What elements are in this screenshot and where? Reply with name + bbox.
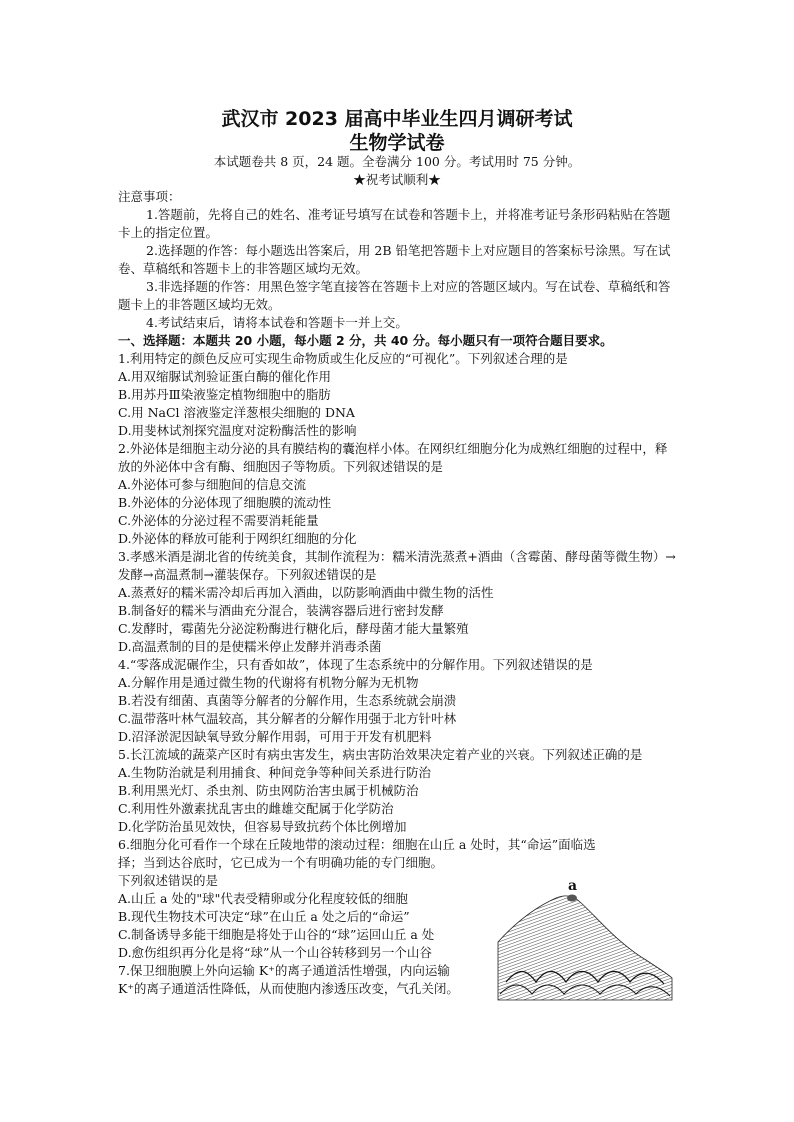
exam-subject-title: 生物学试卷 <box>349 132 445 154</box>
question-option: D.沼泽淤泥因缺氧导致分解作用弱，可用于开发有机肥料 <box>118 729 432 744</box>
question-stem: 下列叙述错误的是 <box>118 873 219 888</box>
exam-info: 本试题卷共 8 页，24 题。全卷满分 100 分。考试用时 75 分钟。 <box>213 154 581 169</box>
question-option: A.山丘 a 处的"球"代表受精卵或分化程度较低的细胞 <box>118 891 408 906</box>
question-option: B.外泌体的分泌体现了细胞膜的流动性 <box>118 495 332 510</box>
landscape-surface <box>498 896 672 1000</box>
question-option: B.利用黑光灯、杀虫剂、防虫网防治害虫属于机械防治 <box>118 783 419 798</box>
question-option: D.愈伤组织再分化是将“球”从一个山谷转移到另一个山谷 <box>118 945 432 960</box>
note-item: 4.考试结束后，请将本试卷和答题卡一并上交。 <box>146 315 408 330</box>
exam-blessing: ★祝考试顺利★ <box>353 172 441 187</box>
question-stem: 7.保卫细胞膜上外向运输 K⁺的离子通道活性增强，内向运输 <box>118 963 450 978</box>
question-option: C.外泌体的分泌过程不需要消耗能量 <box>118 513 319 528</box>
note-item: 3.非选择题的作答：用黑色签字笔直接答在答题卡上对应的答题区域内。写在试卷、草稿纸和答题卡上的非答题区域均无效。 <box>118 279 671 312</box>
section-heading: 一、选择题：本题共 20 小题，每小题 2 分，共 40 分。每小题只有一项符合题目要求。 <box>118 333 613 348</box>
question-option: B.现代生物技术可决定“球”在山丘 a 处之后的“命运” <box>118 909 410 924</box>
question-option: C.利用性外激素扰乱害虫的雌雄交配属于化学防治 <box>118 801 394 816</box>
question-option: B.制备好的糯米与酒曲充分混合，装满容器后进行密封发酵 <box>118 603 444 618</box>
landscape-figure <box>496 882 674 1002</box>
question-option: B.若没有细菌、真菌等分解者的分解作用，生态系统就会崩溃 <box>118 693 457 708</box>
question-option: D.高温煮制的目的是使糯米停止发酵并消毒杀菌 <box>118 639 382 654</box>
notes-heading: 注意事项： <box>118 189 181 204</box>
question-stem: 2.外泌体是细胞主动分泌的具有膜结构的囊泡样小体。在网织红细胞分化为成熟红细胞的过程中，释放的外泌体中含有酶、细胞因子等物质。下列叙述错误的是 <box>118 441 668 474</box>
question-option: C.温带落叶林气温较高，其分解者的分解作用强于北方针叶林 <box>118 711 457 726</box>
question-option: C.用 NaCl 溶液鉴定洋葱根尖细胞的 DNA <box>118 405 355 420</box>
question-option: A.外泌体可参与细胞间的信息交流 <box>118 477 307 492</box>
question-option: A.生物防治就是利用捕食、种间竞争等种间关系进行防治 <box>118 765 432 780</box>
question-option: D.化学防治虽见效快，但容易导致抗药个体比例增加 <box>118 819 407 834</box>
exam-body <box>118 188 678 998</box>
question-stem: 1.利用特定的颜色反应可实现生命物质或生化反应的“可视化”。下列叙述合理的是 <box>118 351 568 366</box>
question-option: B.用苏丹Ⅲ染液鉴定植物细胞中的脂肪 <box>118 387 331 402</box>
question-option: A.蒸煮好的糯米需冷却后再加入酒曲，以防影响酒曲中微生物的活性 <box>118 585 494 600</box>
question-stem: 6.细胞分化可看作一个球在丘陵地带的滚动过程：细胞在山丘 a 处时，其“命运”面临选 <box>118 837 596 852</box>
exam-title: 武汉市 2023 届高中毕业生四月调研考试 <box>221 108 573 130</box>
figure-label-a: a <box>568 878 578 894</box>
question-option: C.发酵时，霉菌先分泌淀粉酶进行糖化后，酵母菌才能大量繁殖 <box>118 621 469 636</box>
question-option: D.外泌体的释放可能利于网织红细胞的分化 <box>118 531 357 546</box>
question-stem: K⁺的离子通道活性降低，从而使胞内渗透压改变，气孔关闭。 <box>118 981 459 996</box>
question-stem: 3.孝感米酒是湖北省的传统美食，其制作流程为：糯米清洗蒸煮+酒曲（含霉菌、酵母菌等微生物）→发酵→高温煮制→灌装保存。下列叙述错误的是 <box>118 549 676 582</box>
question-stem: 4.“零落成泥碾作尘，只有香如故”，体现了生态系统中的分解作用。下列叙述错误的是 <box>118 657 593 672</box>
ball-at-a <box>567 895 577 902</box>
question-option: A.分解作用是通过微生物的代谢将有机物分解为无机物 <box>118 675 419 690</box>
note-item: 2.选择题的作答：每小题选出答案后，用 2B 铅笔把答题卡上对应题目的答案标号涂黑。写在试卷、草稿纸和答题卡上的非答题区域均无效。 <box>118 243 671 276</box>
question-stem: 择；当到达谷底时，它已成为一个有明确功能的专门细胞。 <box>118 855 444 870</box>
question-option: C.制备诱导多能干细胞是将处于山谷的“球”运回山丘 a 处 <box>118 927 435 942</box>
question-option: A.用双缩脲试剂验证蛋白酶的催化作用 <box>118 369 332 384</box>
question-stem: 5.长江流域的蔬菜产区时有病虫害发生，病虫害防治效果决定着产业的兴衰。下列叙述正确的是 <box>118 747 643 762</box>
question-option: D.用斐林试剂探究温度对淀粉酶活性的影响 <box>118 423 357 438</box>
note-item: 1.答题前，先将自己的姓名、准考证号填写在试卷和答题卡上，并将准考证号条形码粘贴在答题卡上的指定位置。 <box>118 207 671 240</box>
